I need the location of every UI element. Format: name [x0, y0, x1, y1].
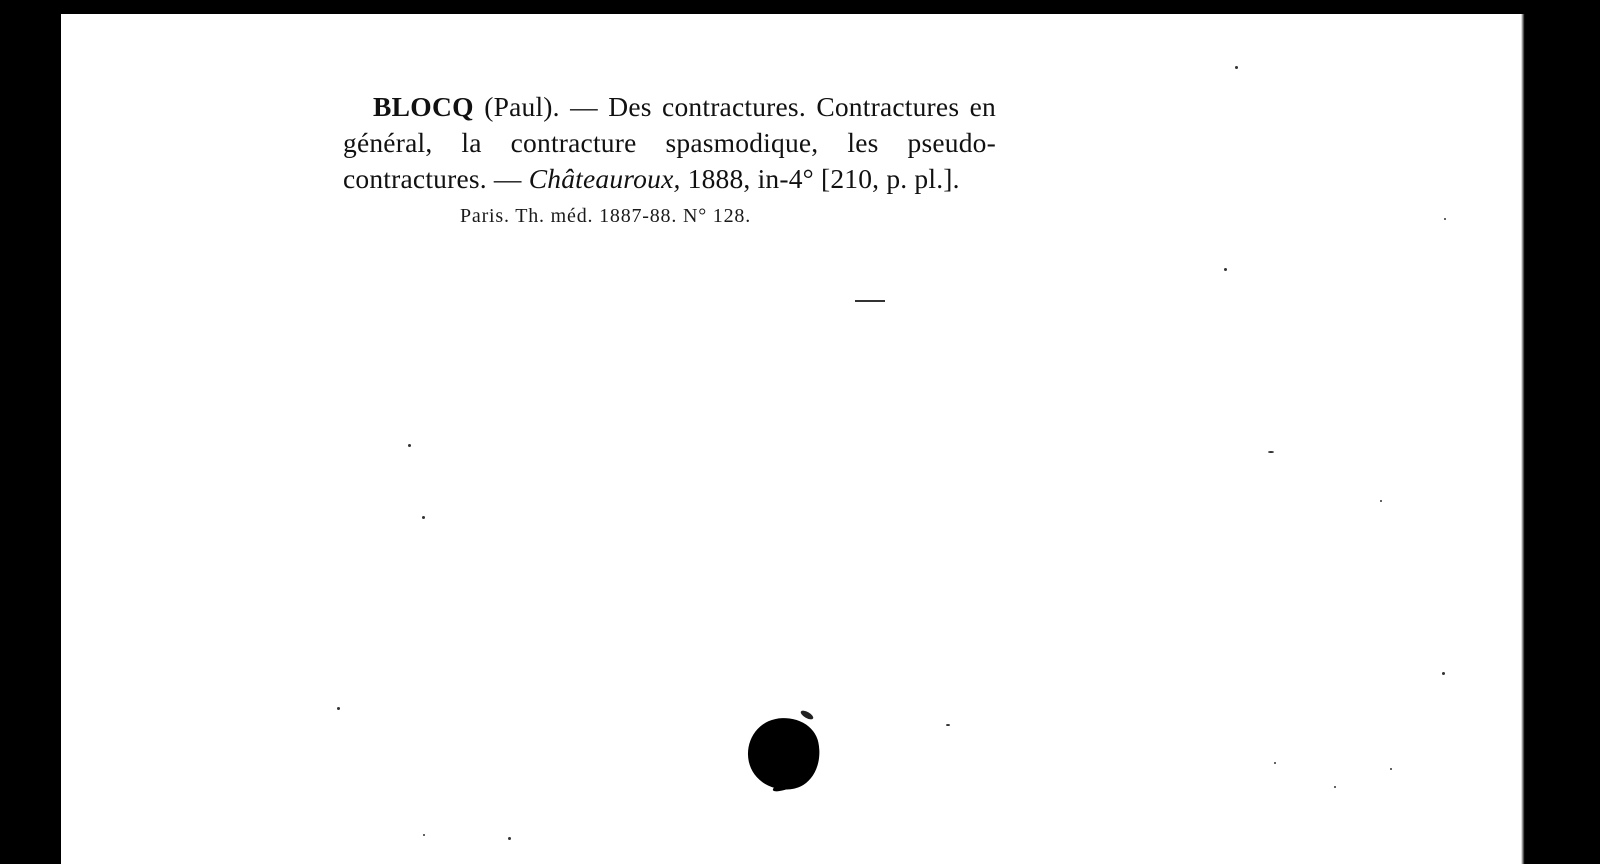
- author-surname: BLOCQ: [373, 91, 474, 122]
- speck: [946, 724, 950, 726]
- speck: [1268, 451, 1274, 453]
- speck: [337, 707, 340, 710]
- speck: [1444, 218, 1446, 220]
- imprint: 1888, in-4° [210, p. pl.].: [680, 163, 960, 194]
- speck: [1442, 672, 1445, 675]
- entry-title: — Des contractures. Contractures en général, la contracture spasmodique, les pseudo-contractures. —: [343, 91, 996, 194]
- speck: [1380, 500, 1382, 502]
- speck: [1274, 762, 1276, 764]
- speck: [508, 837, 511, 840]
- speck: [422, 516, 425, 519]
- pencil-mark: [855, 300, 885, 302]
- bibliographic-entry: [343, 89, 996, 229]
- speck: [1334, 786, 1336, 788]
- speck: [408, 444, 411, 447]
- speck: [423, 834, 425, 836]
- speck: [1224, 268, 1227, 271]
- thesis-note: Paris. Th. méd. 1887-88. N° 128.: [460, 205, 751, 227]
- publication-place: Châteauroux,: [528, 163, 681, 194]
- author-given-name: (Paul).: [484, 91, 560, 122]
- speck: [1390, 768, 1392, 770]
- card-edge-shadow: [1521, 14, 1527, 864]
- entry-body: [343, 89, 996, 197]
- speck: [1235, 66, 1238, 69]
